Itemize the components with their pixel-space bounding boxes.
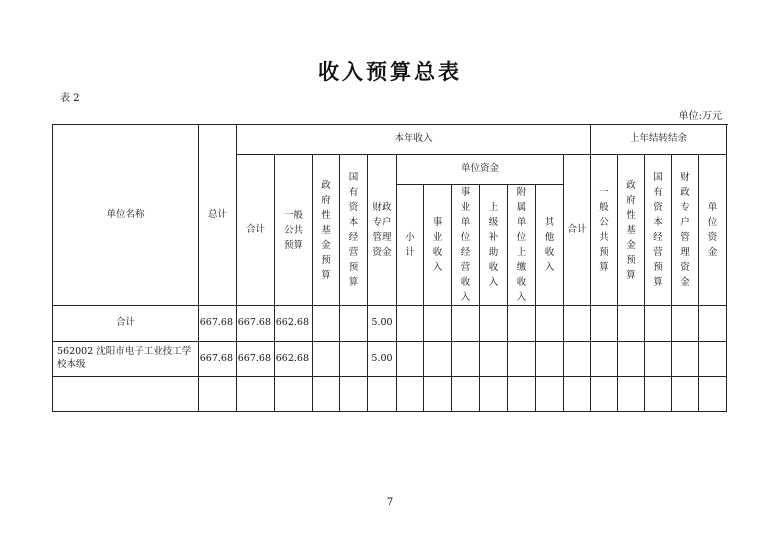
income-budget-table [52,124,727,412]
row-total: 667.68 [199,306,237,342]
row-general: 662.68 [275,306,313,342]
row-name: 合计 [53,306,199,342]
header-carry-fiscal-special: 财政专户管理资金 [672,155,699,306]
header-gov-fund-budget: 政府性基金预算 [313,155,340,306]
table-row [53,342,727,377]
header-other-income: 其他收入 [536,185,564,306]
header-unit-name: 单位名称 [53,125,199,306]
header-unit-funds: 单位资金 [397,155,564,185]
row-fiscal-special: 5.00 [368,306,397,342]
header-last-year-carryover: 上年结转结余 [591,125,727,155]
row-name: 562002 沈阳市电子工业技工学校本级 [53,342,199,377]
row-subtotal: 667.68 [237,306,275,342]
header-total: 总计 [199,125,237,306]
header-carry-unit-funds: 单位资金 [699,155,727,306]
header-fiscal-special-funds: 财政专户管理资金 [368,155,397,306]
unit-label: 单位:万元 [678,111,722,122]
header-general-public-budget: 一般公共预算 [275,155,313,306]
header-state-capital-budget: 国有资本经营预算 [340,155,368,306]
row-general: 662.68 [275,342,313,377]
header-small-total: 小计 [397,185,424,306]
row-fiscal-special: 5.00 [368,342,397,377]
table-number: 表 2 [60,93,80,104]
header-current-year-income: 本年收入 [237,125,591,155]
header-carry-general: 一般公共预算 [591,155,618,306]
header-operating-income: 事业单位经营收入 [452,185,480,306]
header-carry-total: 合计 [564,155,591,306]
header-carry-gov-fund: 政府性基金预算 [618,155,645,306]
header-subsidy-income: 上级补助收入 [480,185,508,306]
page-title: 收入预算总表 [318,60,462,84]
header-subtotal: 合计 [237,155,275,306]
table-row-empty [53,377,727,412]
header-affiliated-income: 附属单位上缴收入 [508,185,536,306]
row-total: 667.68 [199,342,237,377]
page-number: 7 [386,497,394,508]
table-row [53,306,727,342]
row-subtotal: 667.68 [237,342,275,377]
header-business-income: 事业收入 [424,185,452,306]
header-carry-state-capital: 国有资本经营预算 [645,155,672,306]
